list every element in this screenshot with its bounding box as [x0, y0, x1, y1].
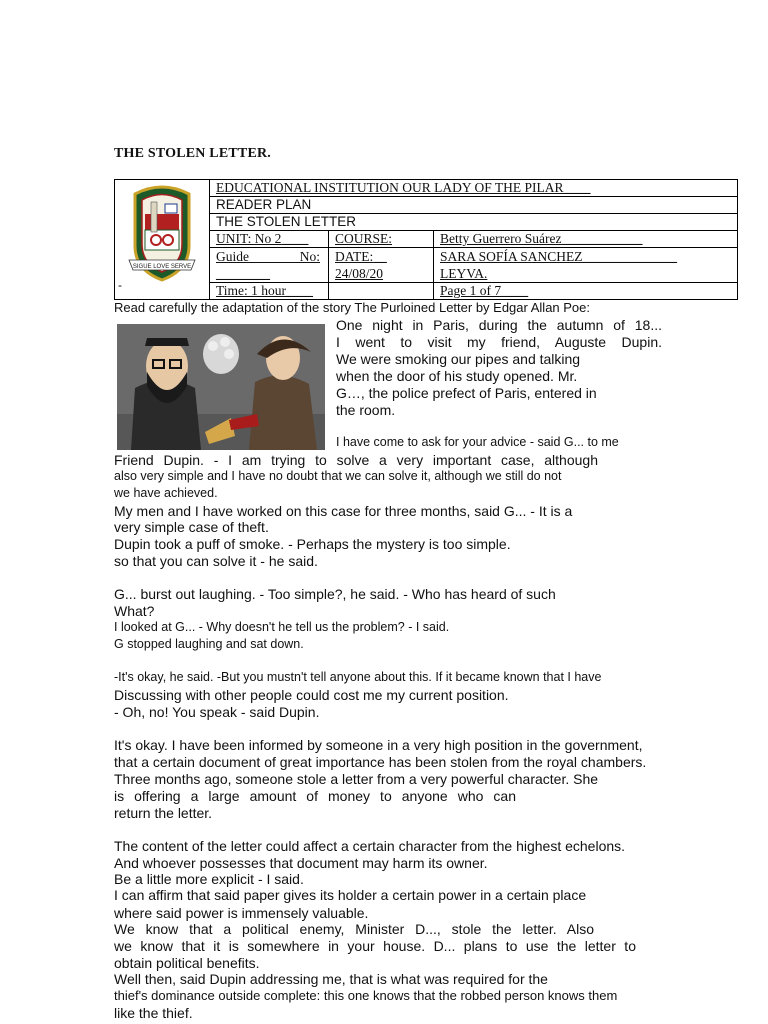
page-cell: Page 1 of 7____ — [434, 283, 738, 300]
student-first-name: SARA SOFÍA SANCHEZ — [440, 249, 583, 264]
text-line: we have achieved. — [114, 486, 218, 500]
text-line: What? — [114, 603, 155, 619]
time-label: Time: 1 hour — [216, 283, 287, 298]
guide-label: Guide No: — [216, 249, 320, 264]
story-illustration — [117, 324, 325, 450]
text-line: I can affirm that said paper gives its holder a certain power in a certain place — [114, 887, 587, 903]
text-line: The content of the letter could affect a certain character from the highest echelons. — [114, 838, 626, 854]
unit-cell: UNIT: No 2____ — [210, 231, 329, 248]
reader-plan: READER PLAN — [210, 197, 738, 214]
course-cell — [329, 231, 434, 248]
text-line: -It's okay, he said. -But you mustn't tell anyone about this. If it became known that I have — [114, 670, 602, 684]
time-cell: Time: 1 hour____ — [210, 283, 329, 300]
guide-cell: Guide No: ________ — [210, 248, 329, 283]
text-line: Three months ago, someone stole a letter from a very powerful character. She — [114, 771, 599, 787]
institution-cell: EDUCATIONAL INSTITUTION OUR LADY OF THE PILAR____ — [210, 180, 738, 197]
teacher-name: Betty Guerrero Suárez — [440, 231, 562, 246]
text-line: Well then, said Dupin addressing me, that is what was required for the — [114, 971, 548, 987]
course-label: COURSE: — [335, 231, 393, 246]
text-line: I went to visit my friend, Auguste Dupin. — [336, 334, 662, 350]
school-crest-logo — [115, 180, 209, 288]
text-line: It's okay. I have been informed by someone in a very high position in the government, — [114, 737, 643, 753]
date-label: DATE: — [335, 249, 374, 264]
text-line: is offering a large amount of money to anyone who can — [114, 788, 516, 804]
page-title: THE STOLEN LETTER. — [114, 146, 272, 161]
text-line: that a certain document of great importance has been stolen from the royal chambers. — [114, 754, 647, 770]
text-line: when the door of his study opened. Mr. — [336, 368, 578, 384]
svg-text:SIGUE LOVE SERVE: SIGUE LOVE SERVE — [132, 264, 192, 270]
text-line: obtain political benefits. — [114, 955, 260, 971]
text-line: I looked at G... - Why doesn't he tell us the problem? - I said. — [114, 620, 450, 634]
text-line: very simple case of theft. — [114, 519, 269, 535]
header-table — [114, 179, 738, 300]
page-number: Page 1 of 7 — [440, 283, 502, 298]
text-line: My men and I have worked on this case for three months, said G... - It is a — [114, 503, 573, 519]
student-cell: SARA SOFÍA SANCHEZ______________ LEYVA. — [434, 248, 738, 283]
text-line: so that you can solve it - he said. — [114, 553, 318, 569]
text-line: We know that a political enemy, Minister D..., stole the letter. Also — [114, 921, 594, 937]
text-line: the room. — [336, 402, 396, 418]
intro-text: Read carefully the adaptation of the story The Purloined Letter by Edgar Allan Poe: — [114, 300, 591, 315]
date-cell: DATE:__ 24/08/20 — [329, 248, 434, 283]
text-line: One night in Paris, during the autumn of 18... — [336, 317, 662, 333]
date-value: 24/08/20 — [335, 266, 384, 281]
text-line: I have come to ask for your advice - said G... to me — [336, 435, 619, 449]
text-line: And whoever possesses that document may harm its owner. — [114, 855, 488, 871]
text-line: Be a little more explicit - I said. — [114, 871, 304, 887]
text-line: G…, the police prefect of Paris, entered in — [336, 385, 597, 401]
text-line: Friend Dupin. - I am trying to solve a very important case, although — [114, 452, 598, 468]
text-line: return the letter. — [114, 805, 213, 821]
story-title: THE STOLEN LETTER — [210, 214, 738, 231]
text-line: like the thief. — [114, 1005, 193, 1021]
text-line: also very simple and I have no doubt that we can solve it, although we still do not — [114, 469, 562, 483]
empty-cell — [329, 283, 434, 300]
text-line: We were smoking our pipes and talking — [336, 351, 581, 367]
logo-dash: - — [118, 278, 122, 292]
logo-cell — [115, 180, 210, 300]
text-line: where said power is immensely valuable. — [114, 905, 369, 921]
institution-name: EDUCATIONAL INSTITUTION OUR LADY OF THE PILAR — [216, 180, 564, 195]
text-line: Discussing with other people could cost me my current position. — [114, 687, 509, 703]
text-line: G stopped laughing and sat down. — [114, 637, 304, 651]
text-line: thief's dominance outside complete: this one knows that the robbed person knows them — [114, 988, 618, 1003]
text-line: Dupin took a puff of smoke. - Perhaps the mystery is too simple. — [114, 536, 511, 552]
unit-label: UNIT: No 2 — [216, 231, 282, 246]
text-line: G... burst out laughing. - Too simple?, he said. - Who has heard of such — [114, 586, 556, 602]
student-last-name: LEYVA. — [440, 266, 488, 281]
teacher-cell: Betty Guerrero Suárez____________ — [434, 231, 738, 248]
text-line: - Oh, no! You speak - said Dupin. — [114, 704, 320, 720]
text-line: we know that it is somewhere in your house. D... plans to use the letter to — [114, 938, 636, 954]
